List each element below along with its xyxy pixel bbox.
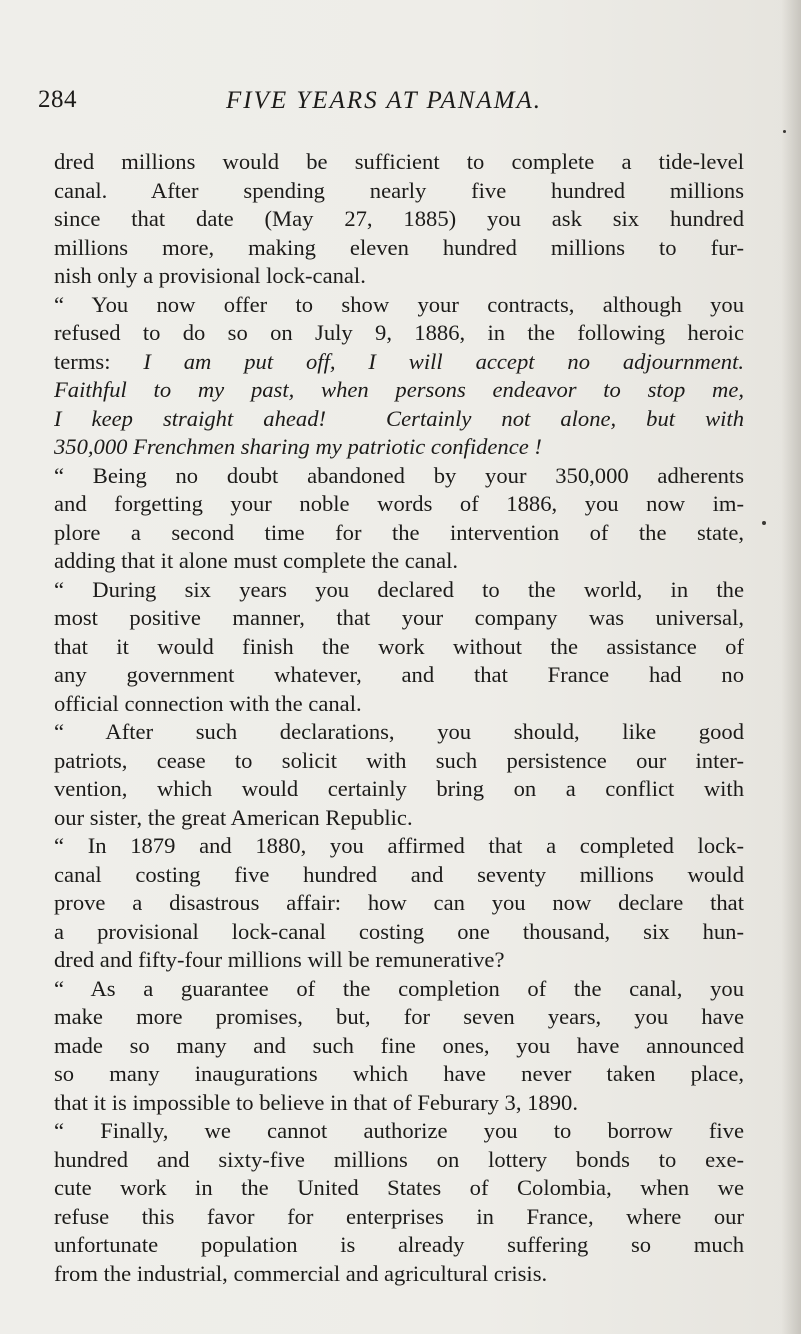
- text-line: patriots, cease to solicit with such persistence our inter-: [54, 747, 744, 773]
- margin-mark: [762, 521, 766, 525]
- text-run: terms:: [54, 348, 144, 374]
- text-line: [54, 348, 744, 377]
- text-line: make more promises, but, for seven years, you have: [54, 1004, 744, 1029]
- body-text: [54, 148, 744, 1288]
- text-line: nish only a provisional lock-canal.: [54, 263, 366, 288]
- text-line: dred millions would be sufficient to complete a tide-level: [54, 149, 744, 174]
- text-line: cute work in the United States of Colombia, when we: [54, 1175, 744, 1200]
- text-line: official connection with the canal.: [54, 690, 362, 716]
- text-line: [54, 433, 744, 462]
- text-line: since that date (May 27, 1885) you ask six hundred: [54, 206, 744, 231]
- text-line: unfortunate population is already suffering so much: [54, 1232, 744, 1257]
- italic-text-run: Faithful to my past, when persons endeavor to stop me,: [54, 377, 744, 402]
- italic-text-run: 350,000 Frenchmen sharing my patriotic confidence !: [54, 434, 542, 459]
- text-line: so many inaugurations which have never taken place,: [54, 1061, 744, 1086]
- text-line: refuse this favor for enterprises in France, where our: [54, 1203, 744, 1229]
- text-line: vention, which would certainly bring on a conflict with: [54, 776, 744, 801]
- running-head: [38, 86, 758, 126]
- text-line: “ Finally, we cannot authorize you to borrow five: [54, 1118, 744, 1143]
- italic-text-run: I keep straight ahead! Certainly not alone, but with: [54, 405, 744, 431]
- text-line: most positive manner, that your company was universal,: [54, 605, 744, 630]
- text-line: made so many and such fine ones, you have announced: [54, 1032, 744, 1058]
- text-line: any government whatever, and that France had no: [54, 662, 744, 687]
- text-line: [54, 405, 744, 434]
- running-title: FIVE YEARS AT PANAMA.: [226, 87, 543, 114]
- text-line: prove a disastrous affair: how can you now declare that: [54, 890, 744, 915]
- text-line: from the industrial, commercial and agricultural crisis.: [54, 1260, 548, 1286]
- text-line: our sister, the great American Republic.: [54, 804, 413, 830]
- text-line: hundred and sixty-five millions on lottery bonds to exe-: [54, 1146, 744, 1172]
- text-line: adding that it alone must complete the canal.: [54, 548, 459, 573]
- text-line: “ During six years you declared to the world, in the: [54, 576, 744, 602]
- page-edge-shadow: [781, 0, 801, 1334]
- text-line: that it would finish the work without the assistance of: [54, 633, 744, 659]
- italic-text-run: I am put off, I will accept no adjournment.: [143, 348, 744, 374]
- text-line: “ You now offer to show your contracts, although you: [54, 291, 744, 317]
- text-line: millions more, making eleven hundred millions to fur-: [54, 234, 744, 260]
- page-number: 284: [38, 86, 77, 113]
- text-line: canal. After spending nearly five hundred millions: [54, 177, 744, 203]
- text-line: and forgetting your noble words of 1886, you now im-: [54, 491, 744, 516]
- text-line: canal costing five hundred and seventy millions would: [54, 861, 744, 887]
- text-line: “ After such declarations, you should, like good: [54, 719, 744, 744]
- margin-mark: [783, 130, 786, 133]
- text-line: a provisional lock-canal costing one thousand, six hun-: [54, 918, 744, 944]
- text-line: “ In 1879 and 1880, you affirmed that a completed lock-: [54, 833, 744, 858]
- text-line: “ Being no doubt abandoned by your 350,000 adherents: [54, 462, 744, 488]
- text-line: [54, 376, 744, 405]
- text-line: that it is impossible to believe in that of Feburary 3, 1890.: [54, 1089, 578, 1115]
- text-line: “ As a guarantee of the completion of the canal, you: [54, 975, 744, 1001]
- text-line: plore a second time for the intervention of the state,: [54, 519, 744, 545]
- text-line: refused to do so on July 9, 1886, in the following heroic: [54, 320, 744, 345]
- text-line: dred and fifty-four millions will be remunerative?: [54, 947, 505, 972]
